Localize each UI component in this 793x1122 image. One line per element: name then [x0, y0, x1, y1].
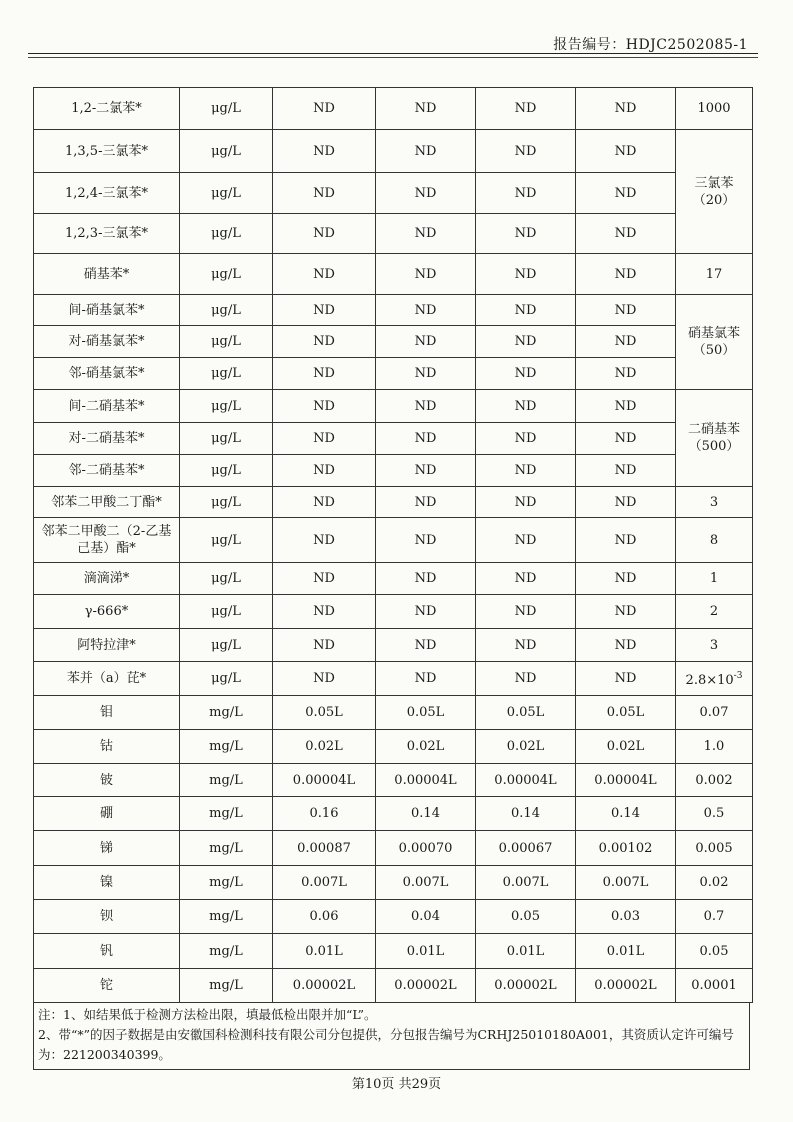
result-value-cell: ND: [476, 173, 576, 214]
result-value-cell: 0.00004L: [576, 764, 676, 797]
table-row: [34, 326, 753, 358]
result-value-cell: ND: [476, 88, 576, 130]
result-value-cell: ND: [376, 390, 476, 423]
unit-cell: μg/L: [180, 254, 273, 295]
result-value-cell: 0.00002L: [376, 969, 476, 1003]
result-value-cell: ND: [576, 214, 676, 254]
result-value-cell: ND: [273, 487, 376, 518]
result-value-cell: ND: [576, 390, 676, 423]
item-name-cell: 滴滴涕*: [34, 563, 180, 595]
result-value-cell: ND: [576, 595, 676, 629]
result-value-cell: ND: [576, 130, 676, 173]
result-value-cell: 0.16: [273, 797, 376, 831]
result-value-cell: 0.02L: [576, 730, 676, 764]
result-value-cell: ND: [476, 487, 576, 518]
item-name-cell: 钴: [34, 730, 180, 764]
limit-value-cell: 1.0: [676, 730, 753, 764]
limit-value-cell: 0.02: [676, 866, 753, 900]
result-value-cell: 0.05L: [273, 696, 376, 730]
item-name-cell: 硝基苯*: [34, 254, 180, 295]
results-table: [33, 87, 753, 1003]
result-value-cell: 0.007L: [376, 866, 476, 900]
table-row: [34, 831, 753, 866]
limit-base: 2.8×10: [685, 673, 734, 688]
unit-cell: μg/L: [180, 487, 273, 518]
limit-value-cell: 1000: [676, 88, 753, 130]
result-value-cell: 0.007L: [576, 866, 676, 900]
header-rule-thin: [28, 57, 758, 58]
table-row: [34, 130, 753, 173]
result-value-cell: ND: [476, 214, 576, 254]
result-value-cell: 0.01L: [273, 934, 376, 969]
result-value-cell: ND: [376, 88, 476, 130]
item-name-cell: 1,2-二氯苯*: [34, 88, 180, 130]
result-value-cell: ND: [273, 173, 376, 214]
result-value-cell: ND: [576, 487, 676, 518]
result-value-cell: ND: [273, 662, 376, 696]
unit-cell: μg/L: [180, 629, 273, 662]
result-value-cell: ND: [273, 390, 376, 423]
results-tbody: [34, 88, 753, 1003]
table-row: [34, 214, 753, 254]
result-value-cell: ND: [273, 130, 376, 173]
result-value-cell: ND: [576, 358, 676, 390]
result-value-cell: ND: [376, 518, 476, 563]
result-value-cell: 0.00087: [273, 831, 376, 866]
table-row: [34, 764, 753, 797]
result-value-cell: 0.14: [476, 797, 576, 831]
limit-value-cell: 0.005: [676, 831, 753, 866]
result-value-cell: ND: [273, 88, 376, 130]
unit-cell: μg/L: [180, 423, 273, 455]
result-value-cell: ND: [576, 518, 676, 563]
result-value-cell: ND: [376, 173, 476, 214]
page-header: [28, 30, 758, 54]
unit-cell: mg/L: [180, 900, 273, 934]
limit-value-cell: 0.0001: [676, 969, 753, 1003]
result-value-cell: 0.00004L: [476, 764, 576, 797]
result-value-cell: ND: [273, 563, 376, 595]
result-value-cell: 0.04: [376, 900, 476, 934]
limit-value-cell: 0.07: [676, 696, 753, 730]
limit-value-cell: 0.05: [676, 934, 753, 969]
result-value-cell: ND: [476, 455, 576, 487]
item-name-cell: 邻-硝基氯苯*: [34, 358, 180, 390]
unit-cell: mg/L: [180, 934, 273, 969]
limit-value-cell: 2: [676, 595, 753, 629]
result-value-cell: ND: [376, 295, 476, 326]
result-value-cell: 0.007L: [273, 866, 376, 900]
limit-value-cell: [676, 662, 753, 696]
result-value-cell: 0.00004L: [273, 764, 376, 797]
result-value-cell: ND: [273, 358, 376, 390]
item-name-cell: γ-666*: [34, 595, 180, 629]
unit-cell: μg/L: [180, 518, 273, 563]
limit-exponent: -3: [733, 671, 743, 681]
item-name-cell: 钼: [34, 696, 180, 730]
result-value-cell: ND: [273, 595, 376, 629]
result-value-cell: 0.06: [273, 900, 376, 934]
unit-cell: mg/L: [180, 730, 273, 764]
limit-value-cell: 三氯苯（20）: [676, 130, 753, 254]
table-row: [34, 295, 753, 326]
unit-cell: mg/L: [180, 764, 273, 797]
item-name-cell: 1,2,4-三氯苯*: [34, 173, 180, 214]
result-value-cell: 0.00002L: [576, 969, 676, 1003]
result-value-cell: 0.007L: [476, 866, 576, 900]
unit-cell: μg/L: [180, 214, 273, 254]
limit-value-cell: 0.5: [676, 797, 753, 831]
result-value-cell: ND: [476, 390, 576, 423]
result-value-cell: 0.05L: [376, 696, 476, 730]
result-value-cell: 0.01L: [576, 934, 676, 969]
item-name-cell: 铊: [34, 969, 180, 1003]
result-value-cell: ND: [576, 254, 676, 295]
result-value-cell: 0.00102: [576, 831, 676, 866]
result-value-cell: ND: [476, 662, 576, 696]
item-name-cell: 钒: [34, 934, 180, 969]
result-value-cell: 0.01L: [376, 934, 476, 969]
result-value-cell: 0.05L: [476, 696, 576, 730]
result-value-cell: 0.00002L: [273, 969, 376, 1003]
result-value-cell: ND: [273, 254, 376, 295]
table-row: [34, 730, 753, 764]
result-value-cell: ND: [273, 214, 376, 254]
result-value-cell: ND: [476, 295, 576, 326]
unit-cell: mg/L: [180, 866, 273, 900]
result-value-cell: 0.00004L: [376, 764, 476, 797]
result-value-cell: ND: [273, 518, 376, 563]
unit-cell: μg/L: [180, 295, 273, 326]
item-name-cell: 邻-二硝基苯*: [34, 455, 180, 487]
result-value-cell: ND: [476, 326, 576, 358]
table-row: [34, 423, 753, 455]
unit-cell: μg/L: [180, 88, 273, 130]
unit-cell: μg/L: [180, 130, 273, 173]
item-name-cell: 间-二硝基苯*: [34, 390, 180, 423]
result-value-cell: ND: [376, 455, 476, 487]
unit-cell: mg/L: [180, 696, 273, 730]
table-row: [34, 173, 753, 214]
result-value-cell: ND: [273, 423, 376, 455]
result-value-cell: 0.03: [576, 900, 676, 934]
result-value-cell: ND: [476, 130, 576, 173]
result-value-cell: 0.00002L: [476, 969, 576, 1003]
result-value-cell: 0.02L: [376, 730, 476, 764]
table-row: [34, 358, 753, 390]
item-name-cell: 1,2,3-三氯苯*: [34, 214, 180, 254]
result-value-cell: ND: [476, 629, 576, 662]
table-row: [34, 934, 753, 969]
result-value-cell: 0.05: [476, 900, 576, 934]
item-name-cell: 铍: [34, 764, 180, 797]
unit-cell: μg/L: [180, 662, 273, 696]
result-value-cell: ND: [476, 518, 576, 563]
limit-value-cell: 1: [676, 563, 753, 595]
limit-value-cell: 硝基氯苯（50）: [676, 295, 753, 390]
result-value-cell: ND: [576, 423, 676, 455]
table-row: [34, 900, 753, 934]
limit-value-cell: 0.002: [676, 764, 753, 797]
unit-cell: μg/L: [180, 595, 273, 629]
result-value-cell: ND: [576, 455, 676, 487]
unit-cell: mg/L: [180, 831, 273, 866]
table-row: [34, 595, 753, 629]
result-value-cell: ND: [576, 563, 676, 595]
result-value-cell: ND: [576, 326, 676, 358]
header-rule: [28, 53, 758, 54]
item-name-cell: 1,3,5-三氯苯*: [34, 130, 180, 173]
notes-box: [33, 1003, 750, 1070]
unit-cell: μg/L: [180, 455, 273, 487]
result-value-cell: ND: [273, 629, 376, 662]
unit-cell: μg/L: [180, 173, 273, 214]
result-value-cell: ND: [576, 295, 676, 326]
note-line-2: 2、带“*”的因子数据是由安徽国科检测科技有限公司分包提供，分包报告编号为CRHJ25010180A001，其资质认定许可编号为：221200340399。: [38, 1027, 734, 1062]
item-name-cell: 邻苯二甲酸二（2-乙基己基）酯*: [34, 518, 180, 563]
page-footer: 第10页 共29页: [351, 1077, 442, 1092]
limit-value-cell: 3: [676, 487, 753, 518]
table-row: [34, 487, 753, 518]
item-name-cell: 苯并（a）芘*: [34, 662, 180, 696]
table-row: [34, 629, 753, 662]
item-name-cell: 镍: [34, 866, 180, 900]
table-row: [34, 455, 753, 487]
result-value-cell: ND: [476, 358, 576, 390]
result-value-cell: ND: [376, 595, 476, 629]
table-row: [34, 88, 753, 130]
table-row: [34, 254, 753, 295]
report-number: 报告编号：HDJC2502085-1: [553, 37, 748, 53]
result-value-cell: ND: [376, 487, 476, 518]
item-name-cell: 锑: [34, 831, 180, 866]
unit-cell: mg/L: [180, 969, 273, 1003]
result-value-cell: ND: [273, 455, 376, 487]
item-name-cell: 间-硝基氯苯*: [34, 295, 180, 326]
result-value-cell: 0.00070: [376, 831, 476, 866]
result-value-cell: 0.01L: [476, 934, 576, 969]
result-value-cell: 0.02L: [476, 730, 576, 764]
result-value-cell: 0.00067: [476, 831, 576, 866]
unit-cell: μg/L: [180, 563, 273, 595]
result-value-cell: ND: [576, 629, 676, 662]
result-value-cell: ND: [376, 563, 476, 595]
item-name-cell: 对-硝基氯苯*: [34, 326, 180, 358]
table-row: [34, 518, 753, 563]
result-value-cell: ND: [376, 662, 476, 696]
item-name-cell: 钡: [34, 900, 180, 934]
result-value-cell: ND: [476, 595, 576, 629]
table-row: [34, 696, 753, 730]
item-name-cell: 对-二硝基苯*: [34, 423, 180, 455]
limit-value-cell: 0.7: [676, 900, 753, 934]
unit-cell: μg/L: [180, 390, 273, 423]
limit-value-cell: 17: [676, 254, 753, 295]
limit-value-cell: 二硝基苯（500）: [676, 390, 753, 487]
result-value-cell: ND: [273, 295, 376, 326]
result-value-cell: ND: [576, 662, 676, 696]
result-value-cell: 0.14: [376, 797, 476, 831]
result-value-cell: ND: [476, 563, 576, 595]
result-value-cell: ND: [576, 88, 676, 130]
table-row: [34, 390, 753, 423]
item-name-cell: 硼: [34, 797, 180, 831]
result-value-cell: ND: [376, 326, 476, 358]
limit-value-cell: 3: [676, 629, 753, 662]
result-value-cell: ND: [576, 173, 676, 214]
item-name-cell: 邻苯二甲酸二丁酯*: [34, 487, 180, 518]
result-value-cell: ND: [376, 358, 476, 390]
item-name-cell: 阿特拉津*: [34, 629, 180, 662]
result-value-cell: ND: [376, 254, 476, 295]
result-value-cell: ND: [476, 423, 576, 455]
unit-cell: μg/L: [180, 358, 273, 390]
result-value-cell: 0.05L: [576, 696, 676, 730]
note-line-1: 注：1、如结果低于检测方法检出限，填最低检出限并加“L”。: [38, 1007, 377, 1022]
table-row: [34, 969, 753, 1003]
table-row: [34, 662, 753, 696]
table-row: [34, 563, 753, 595]
result-value-cell: ND: [376, 423, 476, 455]
result-value-cell: ND: [273, 326, 376, 358]
unit-cell: μg/L: [180, 326, 273, 358]
result-value-cell: ND: [376, 214, 476, 254]
result-value-cell: ND: [476, 254, 576, 295]
result-value-cell: ND: [376, 130, 476, 173]
result-value-cell: 0.02L: [273, 730, 376, 764]
result-value-cell: ND: [376, 629, 476, 662]
table-row: [34, 866, 753, 900]
unit-cell: mg/L: [180, 797, 273, 831]
table-row: [34, 797, 753, 831]
result-value-cell: 0.14: [576, 797, 676, 831]
limit-value-cell: 8: [676, 518, 753, 563]
